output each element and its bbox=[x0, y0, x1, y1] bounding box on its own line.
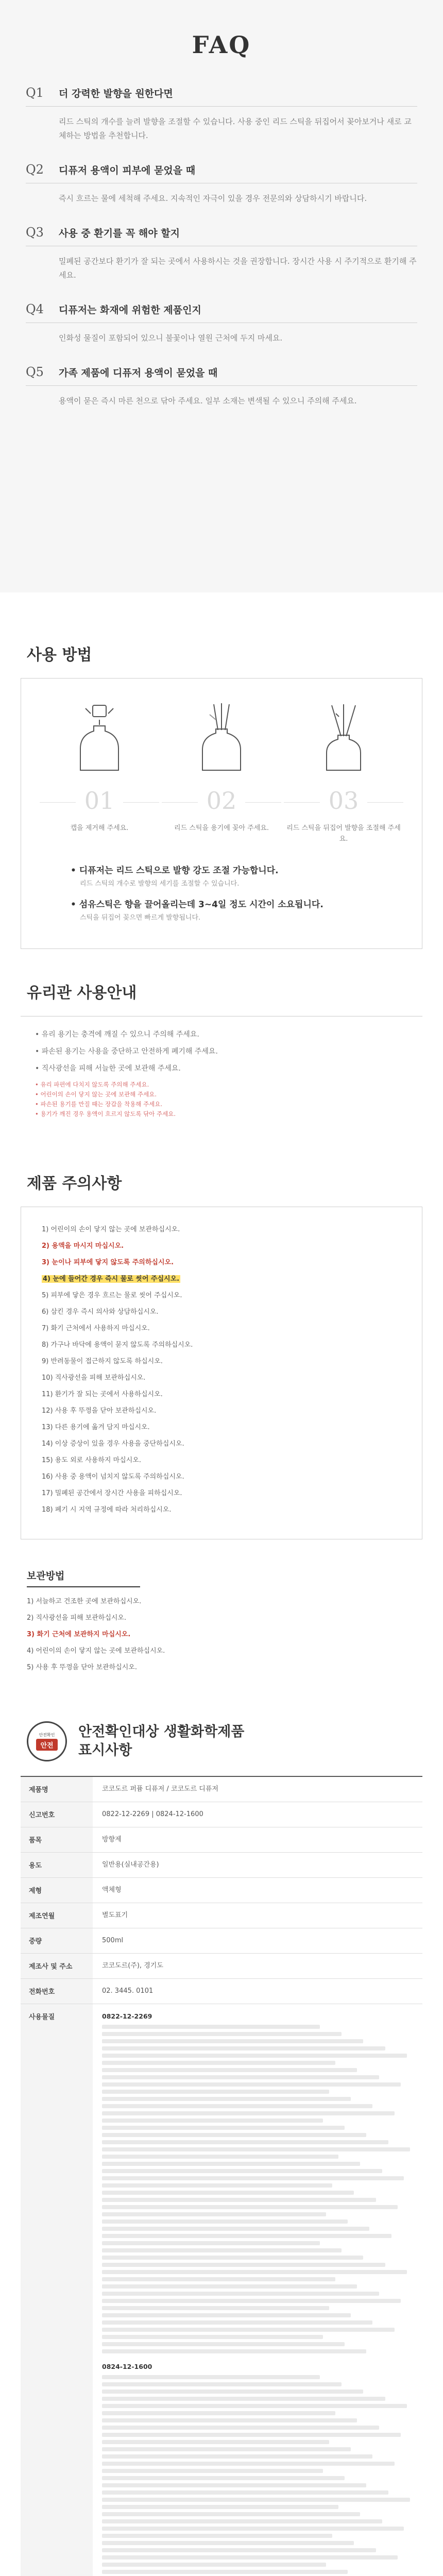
safety-row bbox=[21, 1903, 422, 1928]
ingredient-text-line bbox=[102, 2397, 385, 2401]
ingredient-text-line bbox=[102, 2025, 320, 2029]
glass-title: 유리관 사용안내 bbox=[27, 984, 137, 1002]
ingredient-group bbox=[102, 2362, 413, 2576]
safety-ingredients-label: 사용물질 bbox=[21, 2004, 93, 2576]
glass-body bbox=[35, 1029, 408, 1119]
safety-row-value: 500ml bbox=[102, 1937, 124, 1944]
usage-step-1-number: 01 bbox=[40, 787, 159, 815]
faq-question-number: Q2 bbox=[26, 162, 44, 177]
caution-item: 15) 용도 외로 사용하지 마십시오. bbox=[42, 1456, 141, 1464]
ingredient-text-line bbox=[102, 2219, 348, 2224]
ingredient-text-line bbox=[102, 2075, 379, 2079]
caution-item: 1) 어린이의 손이 닿지 않는 곳에 보관하십시오. bbox=[42, 1226, 180, 1233]
glass-note: • 유리 파편에 다치지 않도록 주의해 주세요. bbox=[35, 1081, 149, 1088]
usage-step-1 bbox=[40, 699, 159, 844]
usage-step-3 bbox=[284, 699, 403, 844]
faq-item bbox=[26, 365, 417, 408]
safety-row-value: 코코도르 퍼퓸 디퓨저 / 코코도르 디퓨저 bbox=[102, 1785, 218, 1793]
caution-section bbox=[0, 1119, 443, 1673]
ingredient-group bbox=[102, 2011, 413, 2353]
faq-item bbox=[26, 225, 417, 282]
safety-row-label: 품목 bbox=[21, 1827, 93, 1852]
faq-item bbox=[26, 162, 417, 206]
caution-list bbox=[42, 1225, 401, 1515]
ingredient-text-line bbox=[102, 2534, 332, 2538]
faq-question-text: 디퓨저는 화재에 위험한 제품인지 bbox=[59, 304, 201, 316]
usage-step-1-text: 캡을 제거해 주세요. bbox=[70, 824, 129, 832]
ingredient-text-line bbox=[102, 2490, 388, 2495]
ingredient-text-line bbox=[102, 2277, 335, 2281]
safety-row-label: 제조연월 bbox=[21, 1903, 93, 1928]
ingredient-text-line bbox=[102, 2440, 329, 2444]
caution-item: 2) 용액을 마시지 마십시오. bbox=[42, 1242, 124, 1250]
ingredient-text-line bbox=[102, 2126, 345, 2130]
safety-row-label: 중량 bbox=[21, 1928, 93, 1953]
ingredient-text-line bbox=[102, 2505, 338, 2509]
faq-question-row bbox=[26, 225, 417, 246]
caution-item: 11) 환기가 잘 되는 곳에서 사용하십시오. bbox=[42, 1391, 163, 1398]
usage-step-3-text: 리드 스틱을 뒤집어 발향을 조절해 주세요. bbox=[286, 824, 401, 843]
caution-item: 6) 삼킨 경우 즉시 의사와 상담하십시오. bbox=[42, 1308, 159, 1316]
safety-row-label: 제조사 및 주소 bbox=[21, 1954, 93, 1978]
ingredient-text-line bbox=[102, 2483, 366, 2487]
faq-answer-text: 밀폐된 공간보다 환기가 잘 되는 곳에서 사용하시는 것을 권장합니다. 장시간 사용 시 주기적으로 환기해 주세요. bbox=[59, 257, 417, 280]
ingredient-text-line bbox=[102, 2476, 345, 2480]
safety-title-line2: 표시사항 bbox=[78, 1742, 132, 1758]
highlighted-text: 4) 눈에 들어간 경우 즉시 물로 씻어 주십시오. bbox=[43, 1275, 180, 1283]
usage-bullet-text: 스틱을 뒤집어 꽂으면 빠르게 발향됩니다. bbox=[80, 914, 201, 922]
safety-row bbox=[21, 1802, 422, 1827]
caution-item: 2) 직사광선을 피해 보관하십시오. bbox=[27, 1614, 127, 1622]
ingredient-text-line bbox=[102, 2426, 379, 2430]
safety-row bbox=[21, 1928, 422, 1954]
ingredient-text-line bbox=[102, 2032, 342, 2036]
ingredient-text-line bbox=[102, 2162, 360, 2166]
ingredient-text-line bbox=[102, 2284, 357, 2289]
ingredient-text-line bbox=[102, 2119, 323, 2123]
safety-row bbox=[21, 1954, 422, 1979]
ingredient-text-line bbox=[102, 2462, 395, 2466]
glass-note: • 파손된 용기를 만질 때는 장갑을 착용해 주세요. bbox=[35, 1100, 163, 1108]
usage-step-3-number: 03 bbox=[284, 787, 403, 815]
usage-section bbox=[0, 592, 443, 949]
caution-box bbox=[21, 1207, 422, 1539]
safety-badge-main: 안전 bbox=[36, 1739, 57, 1751]
ingredient-text-line bbox=[102, 2068, 357, 2072]
bottle-insert-illustration bbox=[162, 699, 281, 776]
ingredient-text-line bbox=[102, 2320, 372, 2325]
safety-row-value: 별도표기 bbox=[102, 1911, 128, 1919]
usage-bullet-text: • 섬유스틱은 향을 끌어올리는데 3~4일 정도 시간이 소요됩니다. bbox=[71, 900, 323, 910]
glass-paragraph: • 파손된 용기는 사용을 중단하고 안전하게 폐기해 주세요. bbox=[35, 1047, 218, 1056]
safety-row-value: 코코도르(주), 경기도 bbox=[102, 1962, 163, 1970]
glass-section bbox=[0, 949, 443, 1119]
caution-item: 4) 어린이의 손이 닿지 않는 곳에 보관하십시오. bbox=[27, 1647, 165, 1655]
ingredient-text-line bbox=[102, 2241, 320, 2245]
safety-row-value: 0822-12-2269 | 0824-12-1600 bbox=[102, 1810, 203, 1818]
ingredient-text-line bbox=[102, 2328, 395, 2332]
faq-answer-text: 리드 스틱의 개수를 늘려 발향을 조절할 수 있습니다. 사용 중인 리드 스틱을 뒤집어서 꽂아보거나 새로 교체하는 방법을 추천합니다. bbox=[59, 117, 412, 140]
caution-title: 제품 주의사항 bbox=[27, 1175, 122, 1193]
caution-item: 3) 화기 근처에 보관하지 마십시오. bbox=[27, 1631, 131, 1638]
usage-frame bbox=[21, 678, 422, 949]
faq-answer-text: 용액이 묻은 즉시 마른 천으로 닦아 주세요. 일부 소재는 변색될 수 있으니 주의해 주세요. bbox=[59, 396, 357, 405]
caution-item: 5) 피부에 닿은 경우 흐르는 물로 씻어 주십시오. bbox=[42, 1292, 182, 1299]
faq-question-number: Q4 bbox=[26, 302, 44, 316]
ingredient-text-line bbox=[102, 2169, 382, 2173]
faq-question-text: 더 강력한 발향을 원한다면 bbox=[59, 88, 173, 99]
safety-row bbox=[21, 1777, 422, 1802]
faq-question-number: Q5 bbox=[26, 365, 44, 379]
safety-row-value: 액체형 bbox=[102, 1886, 122, 1894]
safety-row-label: 제품명 bbox=[21, 1777, 93, 1802]
safety-table bbox=[21, 1776, 422, 2576]
ingredient-text-line bbox=[102, 2454, 372, 2459]
usage-bullet-text: 리드 스틱의 개수로 발향의 세기를 조절할 수 있습니다. bbox=[80, 880, 240, 888]
ingredient-text-line bbox=[102, 2411, 335, 2415]
ingredient-text-line bbox=[102, 2469, 323, 2473]
safety-row bbox=[21, 1979, 422, 2004]
caution-item: 16) 사용 중 용액이 넘치지 않도록 주의하십시오. bbox=[42, 1473, 184, 1481]
ingredient-group-title: 0824-12-1600 bbox=[102, 2363, 152, 2370]
faq-question-row bbox=[26, 86, 417, 107]
ingredient-text-line bbox=[102, 2375, 320, 2379]
ingredient-text-line bbox=[102, 2155, 338, 2159]
ingredient-group-title: 0822-12-2269 bbox=[102, 2012, 152, 2020]
usage-step-2-text: 리드 스틱을 용기에 꽂아 주세요. bbox=[174, 824, 269, 832]
ingredient-text-line bbox=[102, 2256, 363, 2260]
ingredient-text-line bbox=[102, 2212, 326, 2216]
faq-question-number: Q3 bbox=[26, 225, 44, 240]
caution-item: 18) 폐기 시 지역 규정에 따라 처리하십시오. bbox=[42, 1506, 172, 1514]
storage-list bbox=[27, 1597, 416, 1673]
faq-question-row bbox=[26, 302, 417, 323]
usage-steps bbox=[40, 699, 403, 844]
usage-title: 사용 방법 bbox=[27, 646, 92, 664]
ingredient-text-line bbox=[102, 2433, 401, 2437]
usage-step-2-number: 02 bbox=[162, 787, 281, 815]
glass-paragraph: • 유리 용기는 충격에 깨질 수 있으니 주의해 주세요. bbox=[35, 1030, 199, 1039]
safety-ingredients-value bbox=[93, 2004, 422, 2576]
ingredient-text-line bbox=[102, 2306, 329, 2310]
faq-question-number: Q1 bbox=[26, 86, 44, 100]
glass-note: • 용기가 깨진 경우 용액이 흐르지 않도록 닦아 주세요. bbox=[35, 1110, 176, 1117]
ingredient-text-line bbox=[102, 2046, 385, 2050]
caution-item: 1) 서늘하고 건조한 곳에 보관하십시오. bbox=[27, 1598, 142, 1605]
faq-answer-text: 즉시 흐르는 물에 세척해 주세요. 지속적인 자극이 있을 경우 전문의와 상담하시기 바랍니다. bbox=[59, 194, 367, 203]
caution-item: 17) 밀폐된 공간에서 장시간 사용을 피하십시오. bbox=[42, 1489, 182, 1497]
faq-section bbox=[0, 0, 443, 592]
ingredient-text-line bbox=[102, 2299, 401, 2303]
ingredient-text-line bbox=[102, 2082, 401, 2087]
caution-item: 14) 이상 증상이 있을 경우 사용을 중단하십시오. bbox=[42, 1440, 184, 1448]
ingredient-text-line bbox=[102, 2548, 376, 2552]
bottle-cap-illustration bbox=[40, 699, 159, 776]
safety-row-label: 제형 bbox=[21, 1878, 93, 1903]
ingredient-text-line bbox=[102, 2097, 351, 2101]
ingredient-text-line bbox=[102, 2191, 354, 2195]
ingredient-text-line bbox=[102, 2512, 360, 2516]
ingredient-text-line bbox=[102, 2205, 398, 2209]
safety-row-label: 전화번호 bbox=[21, 1979, 93, 2004]
usage-step-2 bbox=[162, 699, 281, 844]
caution-item: 12) 사용 후 뚜껑을 닫아 보관하십시오. bbox=[42, 1407, 157, 1415]
ingredient-text-line bbox=[102, 2382, 342, 2386]
ingredient-text-line bbox=[102, 2111, 395, 2115]
usage-bullet-text: • 디퓨저는 리드 스틱으로 발향 강도 조절 가능합니다. bbox=[71, 866, 279, 876]
ingredient-text-line bbox=[102, 2054, 407, 2058]
ingredient-text-line bbox=[102, 2176, 404, 2180]
caution-item bbox=[42, 1274, 401, 1284]
ingredient-text-line bbox=[102, 2563, 326, 2567]
faq-answer-text: 인화성 물질이 포함되어 있으니 불꽃이나 열원 근처에 두지 마세요. bbox=[59, 333, 283, 343]
safety-row bbox=[21, 1878, 422, 1903]
ingredient-text-line bbox=[102, 2342, 345, 2346]
ingredient-text-line bbox=[102, 2292, 379, 2296]
ingredient-text-line bbox=[102, 2248, 342, 2252]
ingredient-text-line bbox=[102, 2527, 404, 2531]
faq-question-row bbox=[26, 162, 417, 183]
ingredient-text-line bbox=[102, 2270, 407, 2274]
storage-title: 보관방법 bbox=[27, 1570, 65, 1582]
ingredient-text-line bbox=[102, 2555, 398, 2560]
safety-row-value: 방향제 bbox=[102, 1836, 122, 1843]
ingredient-text-line bbox=[102, 2104, 372, 2108]
ingredient-text-line bbox=[102, 2335, 323, 2339]
caution-item: 5) 사용 후 뚜껑을 닫아 보관하십시오. bbox=[27, 1664, 137, 1671]
faq-question-row bbox=[26, 365, 417, 386]
caution-item: 8) 가구나 바닥에 용액이 묻지 않도록 주의하십시오. bbox=[42, 1341, 193, 1349]
reed-flip-illustration bbox=[284, 699, 403, 776]
ingredient-text-line bbox=[102, 2404, 407, 2408]
usage-bullets bbox=[71, 863, 372, 924]
storage-underline bbox=[27, 1586, 140, 1587]
ingredient-text-line bbox=[102, 2389, 363, 2394]
safety-row-value: 02. 3445. 0101 bbox=[102, 1987, 154, 1995]
ingredient-text-line bbox=[102, 2147, 410, 2151]
faq-list bbox=[26, 86, 417, 408]
ingredient-text-line bbox=[102, 2519, 382, 2523]
ingredient-text-line bbox=[102, 2140, 388, 2144]
ingredient-text-line bbox=[102, 2570, 348, 2574]
safety-row bbox=[21, 1853, 422, 1878]
ingredient-text-line bbox=[102, 2234, 391, 2238]
ingredient-text-line bbox=[102, 2313, 351, 2317]
ingredient-text-line bbox=[102, 2498, 410, 2502]
ingredient-text-line bbox=[102, 2090, 329, 2094]
faq-item bbox=[26, 302, 417, 345]
safety-section bbox=[0, 1679, 443, 2576]
safety-ingredients-row bbox=[21, 2004, 422, 2576]
ingredient-text-line bbox=[102, 2263, 385, 2267]
ingredient-text-line bbox=[102, 2227, 369, 2231]
faq-title: FAQ bbox=[192, 31, 251, 59]
ingredient-text-line bbox=[102, 2541, 354, 2545]
faq-question-text: 사용 중 환기를 꼭 해야 할지 bbox=[59, 227, 180, 239]
caution-item: 3) 눈이나 피부에 닿지 않도록 주의하십시오. bbox=[42, 1259, 174, 1266]
ingredient-text-line bbox=[102, 2418, 357, 2422]
safety-row-value: 일반용(실내공간용) bbox=[102, 1861, 159, 1869]
caution-item: 9) 반려동물이 접근하지 않도록 하십시오. bbox=[42, 1358, 163, 1365]
safety-header bbox=[0, 1721, 443, 1761]
safety-badge-icon bbox=[27, 1721, 67, 1761]
caution-item: 10) 직사광선을 피해 보관하십시오. bbox=[42, 1374, 146, 1382]
caution-item: 13) 다른 용기에 옮겨 담지 마십시오. bbox=[42, 1423, 150, 1431]
safety-row-label: 신고번호 bbox=[21, 1802, 93, 1827]
glass-notes bbox=[35, 1080, 408, 1119]
safety-title-line1: 안전확인대상 생활화학제품 bbox=[78, 1724, 245, 1740]
ingredient-text-line bbox=[102, 2039, 363, 2043]
ingredient-text-line bbox=[102, 2447, 351, 2451]
faq-question-text: 디퓨저 용액이 피부에 묻었을 때 bbox=[59, 164, 196, 176]
caution-item: 7) 화기 근처에서 사용하지 마십시오. bbox=[42, 1325, 150, 1332]
faq-question-text: 가족 제품에 디퓨저 용액이 묻었을 때 bbox=[59, 367, 218, 379]
faq-item bbox=[26, 86, 417, 143]
safety-row-label: 용도 bbox=[21, 1853, 93, 1877]
ingredient-text-line bbox=[102, 2061, 335, 2065]
glass-paragraph: • 직사광선을 피해 서늘한 곳에 보관해 주세요. bbox=[35, 1064, 181, 1073]
safety-badge-top: 안전확인 bbox=[39, 1733, 55, 1737]
safety-row bbox=[21, 1827, 422, 1853]
glass-note: • 어린이의 손이 닿지 않는 곳에 보관해 주세요. bbox=[35, 1091, 157, 1098]
ingredient-text-line bbox=[102, 2133, 366, 2137]
ingredient-text-line bbox=[102, 2349, 366, 2353]
ingredient-text-line bbox=[102, 2198, 376, 2202]
ingredient-text-line bbox=[102, 2183, 332, 2188]
